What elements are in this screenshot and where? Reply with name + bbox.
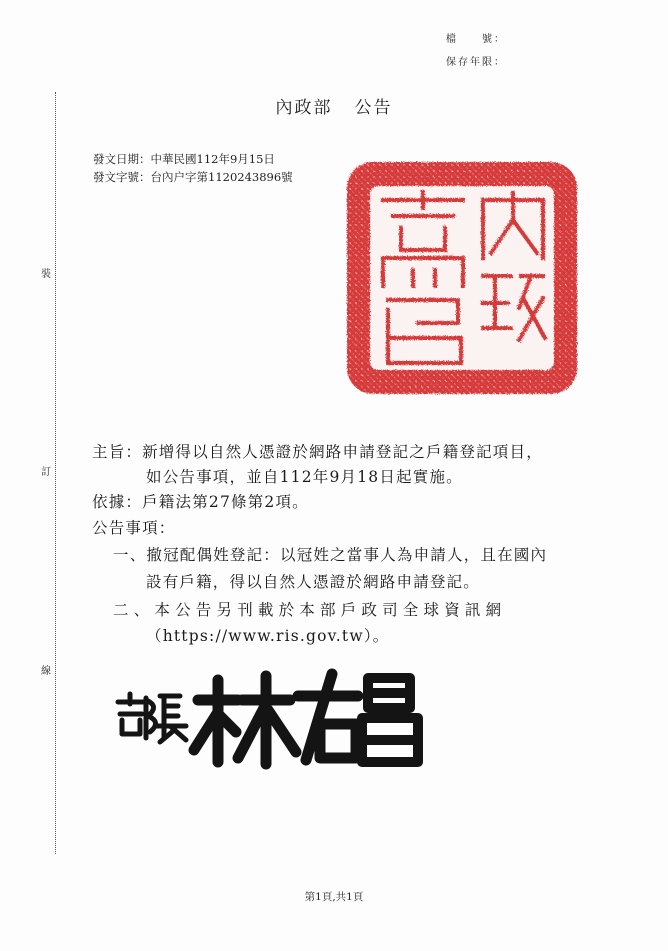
official-seal xyxy=(343,158,581,398)
document-title xyxy=(0,93,668,118)
binding-char-ding: 訂 xyxy=(41,461,51,480)
item-1-line-2: 設有戶籍，得以自然人憑證於網路申請登記。 xyxy=(146,573,481,591)
binding-line xyxy=(55,92,56,854)
binding-char-xian: 線 xyxy=(41,660,51,679)
basis-line: 依據：戶籍法第27條第2項。 xyxy=(92,493,309,511)
item-2-line-1: 二、本公告另刊載於本部戶政司全球資訊網 xyxy=(113,601,507,619)
issue-date: 發文日期：中華民國112年9月15日 xyxy=(93,152,275,166)
subject-line-1: 主旨：新增得以自然人憑證於網路申請登記之戶籍登記項目， xyxy=(92,443,543,461)
title-type: 公告 xyxy=(354,98,393,118)
announcement-items-heading: 公告事項： xyxy=(92,519,176,537)
binding-char-zhuang: 裝 xyxy=(41,263,51,282)
subject-line-2: 如公告事項，並自112年9月18日起實施。 xyxy=(146,468,463,486)
item-2-line-2: （https://www.ris.gov.tw）。 xyxy=(146,627,390,645)
page-number: 第1頁,共1頁 xyxy=(304,891,364,903)
issue-number: 發文字號：台內户字第1120243896號 xyxy=(93,170,293,184)
minister-signature xyxy=(110,660,430,770)
title-organization: 內政部 xyxy=(275,98,333,118)
item-1-line-1: 一、撤冠配偶姓登記：以冠姓之當事人為申請人，且在國內 xyxy=(113,546,548,564)
file-number-label: 檔 號： xyxy=(446,34,506,45)
retention-period-label: 保存年限： xyxy=(446,57,506,68)
